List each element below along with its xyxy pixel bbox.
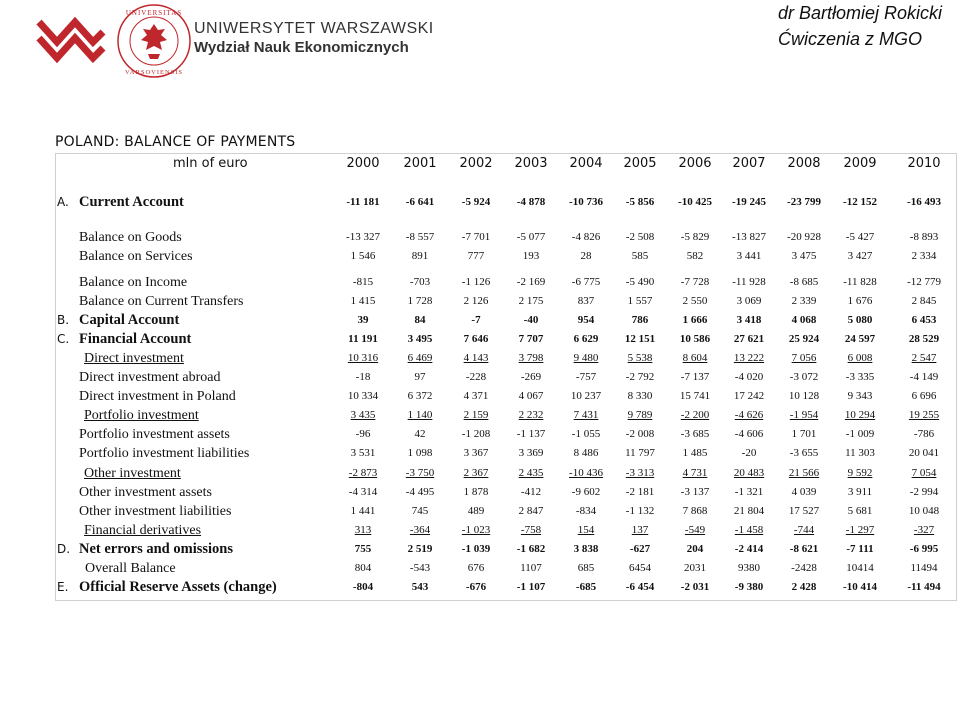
table-cell: -5 924: [461, 196, 491, 208]
faculty-logo-icon: [35, 8, 107, 72]
table-cell: -1 954: [789, 409, 819, 421]
table-cell: -1 458: [734, 524, 764, 536]
table-cell: 6 008: [847, 352, 873, 364]
table-cell: -7: [471, 314, 481, 326]
year-header: 2009: [843, 156, 877, 171]
table-cell: 755: [354, 543, 372, 555]
table-cell: -1 297: [845, 524, 875, 536]
table-cell: -4 314: [348, 486, 378, 498]
table-cell: -20: [741, 447, 757, 459]
table-cell: -1 039: [461, 543, 491, 555]
row-label: Other investment: [84, 466, 181, 481]
table-cell: 3 495: [407, 333, 433, 345]
table-cell: -2 414: [734, 543, 764, 555]
table-cell: 24 597: [844, 333, 876, 345]
table-cell: 39: [357, 314, 369, 326]
table-cell: 10414: [846, 562, 874, 574]
table-cell: 11494: [910, 562, 938, 574]
table-cell: -19 245: [732, 196, 766, 208]
table-cell: 2 847: [518, 505, 544, 517]
table-row: [55, 406, 955, 425]
table-cell: -2 008: [625, 428, 655, 440]
table-cell: 3 367: [463, 447, 489, 459]
table-cell: -23 799: [787, 196, 821, 208]
table-cell: -6 775: [571, 276, 601, 288]
table-cell: 582: [686, 250, 704, 262]
svg-text:VARSOVIENSIS: VARSOVIENSIS: [124, 69, 184, 76]
table-cell: 313: [354, 524, 372, 536]
row-label: Portfolio investment: [84, 408, 199, 423]
table-cell: -12 779: [907, 276, 941, 288]
table-cell: -327: [913, 524, 935, 536]
table-cell: 585: [631, 250, 649, 262]
table-cell: -8 557: [405, 231, 435, 243]
table-cell: 7 431: [573, 409, 599, 421]
table-cell: 2 550: [682, 295, 708, 307]
table-cell: -1 132: [625, 505, 655, 517]
table-cell: 4 371: [463, 390, 489, 402]
table-cell: -3 750: [405, 467, 435, 479]
table-cell: 7 707: [518, 333, 544, 345]
table-cell: 28: [580, 250, 592, 262]
table-cell: 3 369: [518, 447, 544, 459]
table-row: [55, 502, 955, 521]
table-cell: 1107: [520, 562, 542, 574]
table-cell: 3 838: [573, 543, 599, 555]
table-cell: 10 316: [347, 352, 379, 364]
table-row: [55, 273, 955, 292]
table-cell: -3 685: [680, 428, 710, 440]
table-cell: 2 428: [791, 581, 817, 593]
table-cell: -1 055: [571, 428, 601, 440]
table-cell: 891: [411, 250, 429, 262]
table-cell: 2 435: [518, 467, 544, 479]
table-cell: 3 911: [847, 486, 873, 498]
row-label: Financial derivatives: [84, 523, 202, 538]
table-cell: 7 646: [463, 333, 489, 345]
table-cell: -2 181: [625, 486, 655, 498]
university-name-line: UNIWERSYTET WARSZAWSKI: [194, 20, 434, 37]
table-row: [55, 292, 955, 311]
table-cell: -5 490: [625, 276, 655, 288]
row-label: Direct investment: [84, 351, 184, 366]
table-row: [55, 521, 955, 540]
table-row: [55, 247, 955, 266]
table-cell: -3 655: [789, 447, 819, 459]
table-cell: 9 592: [847, 467, 873, 479]
svg-text:UNIVERSITAS: UNIVERSITAS: [125, 9, 183, 17]
table-cell: -1 682: [516, 543, 546, 555]
table-cell: 10 048: [908, 505, 940, 517]
table-cell: -4 495: [405, 486, 435, 498]
table-cell: 154: [577, 524, 595, 536]
table-cell: 804: [354, 562, 372, 574]
table-cell: -16 493: [907, 196, 941, 208]
table-cell: 1 098: [407, 447, 433, 459]
table-cell: 5 681: [847, 505, 873, 517]
table-cell: 15 741: [679, 390, 711, 402]
table-cell: 10 586: [679, 333, 711, 345]
table-cell: 97: [414, 371, 426, 383]
row-label: Overall Balance: [85, 561, 176, 576]
table-cell: 3 475: [791, 250, 817, 262]
table-cell: -4 149: [909, 371, 939, 383]
year-header: 2005: [623, 156, 657, 171]
year-header: 2003: [514, 156, 548, 171]
table-row: [55, 311, 955, 330]
table-cell: 9 789: [627, 409, 653, 421]
table-cell: -7 728: [680, 276, 710, 288]
table-cell: 4 068: [791, 314, 817, 326]
table-cell: 676: [467, 562, 485, 574]
table-cell: -364: [409, 524, 431, 536]
table-cell: -6 995: [909, 543, 939, 555]
table-cell: 837: [577, 295, 595, 307]
table-cell: -2428: [791, 562, 817, 574]
table-cell: 2 367: [463, 467, 489, 479]
table-cell: 9380: [738, 562, 760, 574]
table-cell: 9 480: [573, 352, 599, 364]
table-cell: -5 427: [845, 231, 875, 243]
table-cell: -786: [913, 428, 935, 440]
table-cell: 2031: [684, 562, 706, 574]
table-cell: 10 237: [570, 390, 602, 402]
table-cell: -2 792: [625, 371, 655, 383]
table-cell: 1 485: [682, 447, 708, 459]
table-cell: -4 606: [734, 428, 764, 440]
table-cell: -543: [409, 562, 431, 574]
year-header: 2008: [787, 156, 821, 171]
table-row: [55, 559, 955, 578]
row-label: Other investment assets: [79, 485, 212, 500]
table-row: [55, 330, 955, 349]
table-cell: 543: [411, 581, 429, 593]
author-block: [778, 0, 942, 52]
table-cell: -3 137: [680, 486, 710, 498]
table-row: [55, 349, 955, 368]
table-cell: 21 566: [788, 467, 820, 479]
table-cell: -3 313: [625, 467, 655, 479]
table-cell: -1 126: [461, 276, 491, 288]
table-row: [55, 540, 955, 559]
table-cell: 1 441: [350, 505, 376, 517]
table-cell: -758: [520, 524, 542, 536]
table-cell: -703: [409, 276, 431, 288]
table-row: [55, 228, 955, 247]
table-cell: -1 009: [845, 428, 875, 440]
table-cell: 10 334: [347, 390, 379, 402]
table-cell: 8 486: [573, 447, 599, 459]
table-cell: 8 604: [682, 352, 708, 364]
table-cell: -7 701: [461, 231, 491, 243]
table-cell: 19 255: [908, 409, 940, 421]
table-cell: -228: [465, 371, 487, 383]
row-label: Portfolio investment assets: [79, 427, 230, 442]
table-row: [55, 387, 955, 406]
row-label: Other investment liabilities: [79, 504, 232, 519]
section-marker: E.: [57, 580, 69, 594]
table-cell: 5 080: [847, 314, 873, 326]
table-cell: 2 519: [407, 543, 433, 555]
table-cell: -5 856: [625, 196, 655, 208]
table-cell: 137: [631, 524, 649, 536]
table-cell: 6454: [629, 562, 651, 574]
table-cell: 204: [686, 543, 704, 555]
section-marker: C.: [57, 332, 70, 346]
table-cell: 2 232: [518, 409, 544, 421]
table-cell: 3 069: [736, 295, 762, 307]
table-cell: -12 152: [843, 196, 877, 208]
year-header: 2000: [346, 156, 380, 171]
row-label: Net errors and omissions: [79, 541, 233, 557]
table-cell: 4 143: [463, 352, 489, 364]
table-cell: -2 169: [516, 276, 546, 288]
table-cell: 2 845: [911, 295, 937, 307]
table-cell: 2 547: [911, 352, 937, 364]
section-marker: B.: [57, 313, 70, 327]
table-cell: 1 557: [627, 295, 653, 307]
table-cell: 12 151: [624, 333, 656, 345]
table-title: POLAND: BALANCE OF PAYMENTS: [55, 134, 296, 150]
table-cell: -1 208: [461, 428, 491, 440]
table-cell: 6 696: [911, 390, 937, 402]
table-cell: 28 529: [908, 333, 940, 345]
table-cell: 25 924: [788, 333, 820, 345]
table-cell: -11 928: [732, 276, 766, 288]
table-cell: -10 736: [569, 196, 603, 208]
table-cell: -1 023: [461, 524, 491, 536]
table-cell: 193: [522, 250, 540, 262]
table-cell: -40: [523, 314, 539, 326]
table-cell: -3 072: [789, 371, 819, 383]
table-cell: 17 527: [788, 505, 820, 517]
table-cell: -4 020: [734, 371, 764, 383]
table-cell: 42: [414, 428, 426, 440]
table-cell: 2 126: [463, 295, 489, 307]
table-cell: 84: [414, 314, 426, 326]
table-cell: -4 626: [734, 409, 764, 421]
table-cell: 11 191: [348, 333, 378, 345]
row-label: Current Account: [79, 194, 184, 210]
table-cell: -2 031: [680, 581, 710, 593]
table-row: [55, 578, 955, 597]
table-cell: 6 372: [407, 390, 433, 402]
table-row: [55, 425, 955, 444]
table-cell: -804: [352, 581, 374, 593]
table-cell: -685: [575, 581, 597, 593]
table-cell: 685: [577, 562, 595, 574]
table-cell: 17 242: [733, 390, 765, 402]
table-cell: 10 128: [788, 390, 820, 402]
table-cell: 489: [467, 505, 485, 517]
table-cell: -9 380: [734, 581, 764, 593]
table-cell: -8 621: [789, 543, 819, 555]
table-cell: 7 868: [682, 505, 708, 517]
table-cell: 786: [631, 314, 649, 326]
table-cell: 2 339: [791, 295, 817, 307]
table-cell: -8 685: [789, 276, 819, 288]
table-cell: -8 893: [909, 231, 939, 243]
table-cell: 6 469: [407, 352, 433, 364]
table-cell: 27 621: [733, 333, 765, 345]
row-label: Direct investment abroad: [79, 370, 221, 385]
table-cell: 1 728: [407, 295, 433, 307]
table-cell: -834: [575, 505, 597, 517]
table-cell: -5 077: [516, 231, 546, 243]
header: [0, 0, 960, 120]
table-cell: 745: [411, 505, 429, 517]
table-row: [55, 444, 955, 463]
table-cell: -627: [629, 543, 651, 555]
table-cell: -11 494: [907, 581, 941, 593]
table-cell: 8 330: [627, 390, 653, 402]
table-cell: 11 797: [625, 447, 655, 459]
year-header: 2007: [732, 156, 766, 171]
table-cell: -4 826: [571, 231, 601, 243]
table-cell: -1 137: [516, 428, 546, 440]
table-cell: 4 067: [518, 390, 544, 402]
university-name: [194, 20, 434, 56]
row-label: Portfolio investment liabilities: [79, 446, 250, 461]
table-cell: 9 343: [847, 390, 873, 402]
table-row: [55, 464, 955, 483]
faculty-name-line: Wydział Nauk Ekonomicznych: [194, 39, 409, 56]
table-cell: 5 538: [627, 352, 653, 364]
table-cell: -549: [684, 524, 706, 536]
table-cell: 10 294: [844, 409, 876, 421]
table-cell: 11 303: [845, 447, 875, 459]
table-cell: -20 928: [787, 231, 821, 243]
year-header: 2004: [569, 156, 603, 171]
table-cell: -2 873: [348, 467, 378, 479]
table-cell: 21 804: [733, 505, 765, 517]
author-name: dr Bartłomiej Rokicki: [777, 3, 942, 23]
table-cell: -10 425: [678, 196, 712, 208]
year-header: 2010: [907, 156, 941, 171]
table-cell: 954: [577, 314, 595, 326]
row-label: Capital Account: [79, 312, 180, 328]
year-header: 2002: [459, 156, 493, 171]
table-cell: -815: [352, 276, 374, 288]
table-cell: -6 454: [625, 581, 655, 593]
table-cell: 1 701: [791, 428, 817, 440]
table-cell: -4 878: [516, 196, 546, 208]
row-label: Balance on Current Transfers: [79, 294, 244, 309]
section-marker: A.: [57, 195, 69, 209]
table-cell: -3 335: [845, 371, 875, 383]
table-cell: 3 531: [350, 447, 376, 459]
table-cell: 20 483: [733, 467, 765, 479]
table-cell: -2 994: [909, 486, 939, 498]
table-cell: 6 629: [573, 333, 599, 345]
table-cell: -96: [355, 428, 371, 440]
table-cell: 20 041: [908, 447, 940, 459]
table-cell: 13 222: [733, 352, 765, 364]
table-cell: 2 334: [911, 250, 937, 262]
table-cell: -13 327: [346, 231, 380, 243]
row-label: Financial Account: [79, 331, 192, 347]
table-cell: 1 415: [350, 295, 376, 307]
table-row: [55, 483, 955, 502]
table-cell: -7 111: [846, 543, 874, 555]
table-cell: 1 878: [463, 486, 489, 498]
table-header-row: [55, 154, 955, 173]
table-cell: 3 427: [847, 250, 873, 262]
table-cell: -10 414: [843, 581, 877, 593]
row-label: Balance on Income: [79, 275, 188, 290]
table-cell: -9 602: [571, 486, 601, 498]
table-cell: 1 676: [847, 295, 873, 307]
table-cell: -18: [355, 371, 371, 383]
table-cell: 3 798: [518, 352, 544, 364]
table-cell: 2 175: [518, 295, 544, 307]
table-cell: -412: [520, 486, 542, 498]
table-cell: -2 508: [625, 231, 655, 243]
table-cell: 4 731: [682, 467, 708, 479]
table-cell: 1 666: [682, 314, 708, 326]
table-cell: -1 321: [734, 486, 764, 498]
table-cell: -676: [465, 581, 487, 593]
row-label: Balance on Goods: [79, 230, 182, 245]
table-cell: -10 436: [569, 467, 603, 479]
table-cell: 2 159: [463, 409, 489, 421]
table-row: [55, 368, 955, 387]
table-cell: -11 181: [346, 196, 380, 208]
table-cell: 3 435: [350, 409, 376, 421]
table-cell: -269: [520, 371, 542, 383]
table-row: [55, 193, 955, 212]
row-label: Direct investment in Poland: [79, 389, 236, 404]
table-cell: 1 546: [350, 250, 376, 262]
table-cell: -2 200: [680, 409, 710, 421]
table-cell: 1 140: [407, 409, 433, 421]
table-cell: -6 641: [405, 196, 435, 208]
year-header: 2001: [403, 156, 437, 171]
table-cell: -744: [793, 524, 815, 536]
university-seal-icon: [115, 2, 193, 80]
table-cell: -5 829: [680, 231, 710, 243]
table-cell: -7 137: [680, 371, 710, 383]
row-label: Official Reserve Assets (change): [79, 579, 277, 595]
table-cell: 4 039: [791, 486, 817, 498]
row-label: Balance on Services: [79, 249, 193, 264]
table-cell: -1 107: [516, 581, 546, 593]
unit-label: mln of euro: [173, 156, 248, 171]
table-cell: 6 453: [911, 314, 937, 326]
table-cell: -11 828: [843, 276, 877, 288]
table-cell: 7 056: [791, 352, 817, 364]
table-cell: 3 441: [736, 250, 762, 262]
table-cell: -757: [575, 371, 597, 383]
table-cell: -13 827: [732, 231, 766, 243]
table-cell: 3 418: [736, 314, 762, 326]
table-cell: 777: [467, 250, 485, 262]
course-name: Ćwiczenia z MGO: [777, 29, 922, 49]
section-marker: D.: [57, 542, 71, 556]
year-header: 2006: [678, 156, 712, 171]
table-cell: 7 054: [911, 467, 937, 479]
